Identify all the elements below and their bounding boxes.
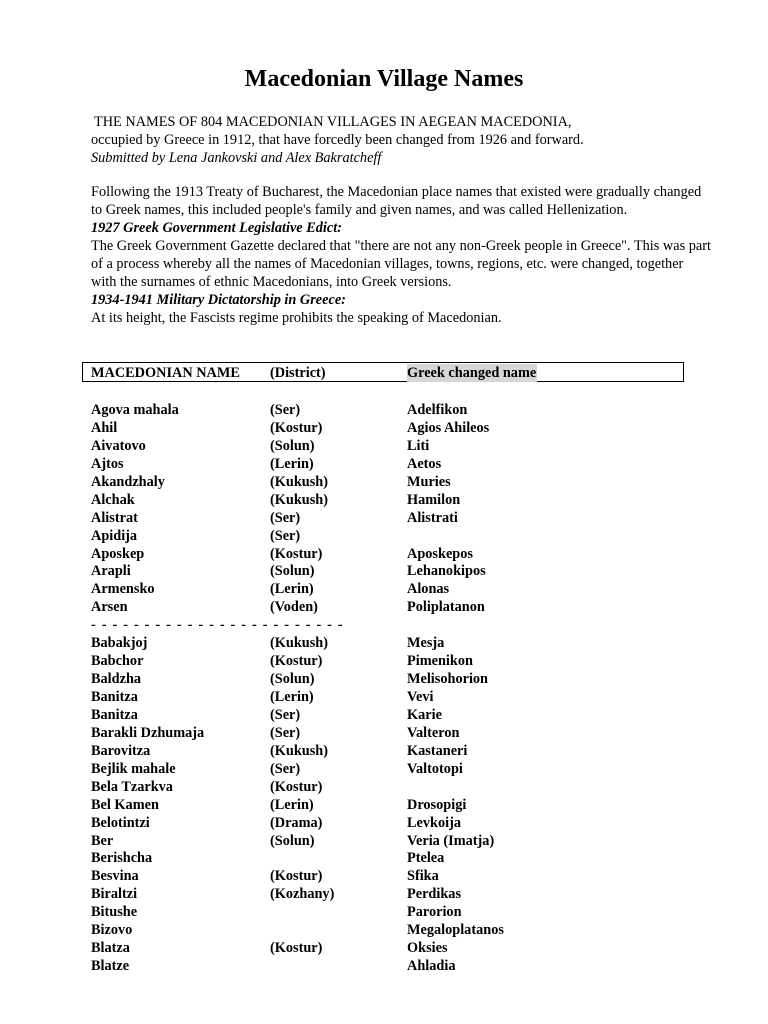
greek-name: Aposkepos (407, 545, 473, 562)
district: (Lerin) (270, 689, 314, 705)
village-name: Aposkep (91, 545, 145, 562)
table-row (91, 598, 691, 616)
table-row (91, 957, 691, 975)
table-row (91, 509, 691, 527)
district: (Solun) (270, 671, 315, 688)
table-row (91, 634, 691, 652)
village-name: Bela Tzarkva (91, 778, 173, 795)
greek-name: Valteron (407, 724, 460, 741)
table-row (91, 688, 691, 706)
greek-name: Oksies (407, 940, 448, 957)
village-name: Bitushe (91, 904, 138, 921)
district: (Ser) (270, 706, 301, 723)
greek-name: Alistrati (407, 509, 458, 526)
table-header (82, 362, 684, 382)
greek-name: Vevi (407, 689, 434, 705)
greek-name: Pimenikon (407, 653, 473, 670)
district: (Kukush) (270, 491, 329, 508)
table-row (91, 724, 691, 742)
table-row (91, 652, 691, 670)
greek-name: Liti (407, 437, 430, 454)
district: (Lerin) (270, 455, 314, 472)
table-row (91, 580, 691, 598)
greek-name: Parorion (407, 904, 462, 921)
header-macedonian-name: MACEDONIAN NAME (91, 365, 240, 381)
table-row (91, 867, 691, 885)
district: (Drama) (270, 814, 323, 831)
history-text-3: At its height, the Fascists regime prohibits the speaking of Macedonian. (91, 310, 502, 326)
table-row (91, 885, 691, 903)
village-name: Blatza (91, 940, 130, 957)
village-name: Akandzhaly (91, 473, 165, 490)
village-name: Belotintzi (91, 814, 150, 831)
village-name: Bel Kamen (91, 796, 159, 813)
page-title: Macedonian Village Names (244, 66, 524, 92)
greek-name: Levkoija (407, 814, 462, 831)
greek-name: Veria (Imatja) (407, 832, 495, 849)
village-name: Babakjoj (91, 635, 148, 652)
history-heading-1: 1927 Greek Government Legislative Edict: (91, 220, 342, 236)
village-name: Berishcha (91, 850, 153, 867)
history-text-2: The Greek Government Gazette declared that "there are not any non-Greek people in Greece". This was part of a process whereby all the names of Macedonian villages, towns, regions, etc. were changed, together with the surnames of ethnic Macedonians, into Greek versions. (91, 238, 711, 290)
district: (Lerin) (270, 581, 314, 598)
village-name: Banitza (91, 706, 138, 723)
village-name: Alistrat (91, 509, 138, 526)
table-row (91, 562, 691, 580)
greek-name: Mesja (407, 635, 445, 652)
table-row (91, 796, 691, 814)
village-name: Armensko (91, 581, 155, 598)
village-name: Blatze (91, 958, 130, 975)
history-heading-2: 1934-1941 Military Dictatorship in Greece: (91, 292, 346, 308)
intro-block (91, 113, 711, 167)
district: (Ser) (270, 724, 301, 741)
header-greek-name: Greek changed name (407, 365, 537, 381)
history-text-1: Following the 1913 Treaty of Bucharest, the Macedonian place names that existed were gradually changed to Greek names, this included people's family and given names, and was called Hellenization. (91, 184, 702, 218)
table-row (91, 473, 691, 491)
greek-name: Valtotopi (407, 760, 463, 777)
district: (Kukush) (270, 742, 329, 759)
greek-name: Ptelea (407, 850, 445, 867)
district: (Kostur) (270, 868, 323, 885)
intro-line-1: THE NAMES OF 804 MACEDONIAN VILLAGES IN AEGEAN MACEDONIA, (94, 114, 572, 130)
table-row (91, 527, 691, 545)
table-row (91, 921, 691, 939)
table-row (91, 419, 691, 437)
table-row (91, 742, 691, 760)
history-block (91, 183, 711, 327)
district: (Kostur) (270, 940, 323, 957)
greek-name: Lehanokipos (407, 563, 486, 580)
table-row (91, 437, 691, 455)
header-district: (District) (270, 365, 326, 381)
district: (Kukush) (270, 635, 329, 652)
district: (Ser) (270, 509, 301, 526)
greek-name: Karie (407, 706, 442, 723)
table-row (91, 545, 691, 563)
table-row (91, 778, 691, 796)
greek-name: Agios Ahileos (407, 419, 490, 436)
district: (Kukush) (270, 473, 329, 490)
district: (Kostur) (270, 419, 323, 436)
village-name: Baldzha (91, 671, 142, 688)
village-name: Arsen (91, 599, 128, 616)
district: (Solun) (270, 832, 315, 849)
village-name: Bejlik mahale (91, 760, 176, 777)
table-row (91, 760, 691, 778)
district: (Voden) (270, 599, 318, 616)
district: (Lerin) (270, 796, 314, 813)
district: (Ser) (270, 402, 301, 418)
village-name: Barovitza (91, 742, 151, 759)
greek-name: Aetos (407, 455, 442, 472)
district: (Ser) (270, 760, 301, 777)
intro-credit: Submitted by Lena Jankovski and Alex Bakratcheff (91, 150, 382, 166)
village-name: Bizovo (91, 922, 133, 939)
table-row (91, 849, 691, 867)
district: (Kozhany) (270, 886, 335, 903)
greek-name: Ahladia (407, 958, 456, 975)
village-name: Ahil (91, 419, 118, 436)
village-name: Apidija (91, 527, 138, 544)
village-name: Barakli Dzhumaja (91, 724, 205, 741)
greek-name: Hamilon (407, 491, 461, 508)
district: (Kostur) (270, 545, 323, 562)
greek-name: Sfika (407, 868, 439, 885)
greek-name: Melisohorion (407, 671, 489, 688)
table-row (91, 814, 691, 832)
table-row (91, 903, 691, 921)
table-row (91, 491, 691, 509)
village-name: Biraltzi (91, 886, 138, 903)
village-name: Besvina (91, 868, 139, 885)
village-name: Alchak (91, 491, 135, 508)
table-row (91, 455, 691, 473)
village-name: Agova mahala (91, 402, 179, 418)
table-row (91, 832, 691, 850)
greek-name: Muries (407, 473, 451, 490)
greek-name: Adelfikon (407, 402, 468, 418)
district: (Solun) (270, 563, 315, 580)
village-name: Ajtos (91, 455, 124, 472)
group-separator: - - - - - - - - - - - - - - - - - - - - - - - - (91, 617, 344, 634)
greek-name: Drosopigi (407, 796, 467, 813)
greek-name: Perdikas (407, 886, 462, 903)
village-name: Banitza (91, 689, 138, 705)
table-row (91, 401, 691, 419)
village-name: Ber (91, 832, 114, 849)
greek-name: Alonas (407, 581, 450, 598)
table-row (91, 670, 691, 688)
table-row (91, 706, 691, 724)
intro-line-2: occupied by Greece in 1912, that have forcedly been changed from 1926 and forward. (91, 132, 584, 148)
table-row (91, 939, 691, 957)
district: (Kostur) (270, 778, 323, 795)
village-name: Babchor (91, 653, 144, 670)
greek-name: Megaloplatanos (407, 922, 504, 939)
district: (Ser) (270, 527, 301, 544)
greek-name: Poliplatanon (407, 599, 485, 616)
district: (Solun) (270, 437, 315, 454)
district: (Kostur) (270, 653, 323, 670)
village-name: Arapli (91, 563, 131, 580)
village-table (91, 401, 691, 975)
greek-name: Kastaneri (407, 742, 468, 759)
village-name: Aivatovo (91, 437, 146, 454)
